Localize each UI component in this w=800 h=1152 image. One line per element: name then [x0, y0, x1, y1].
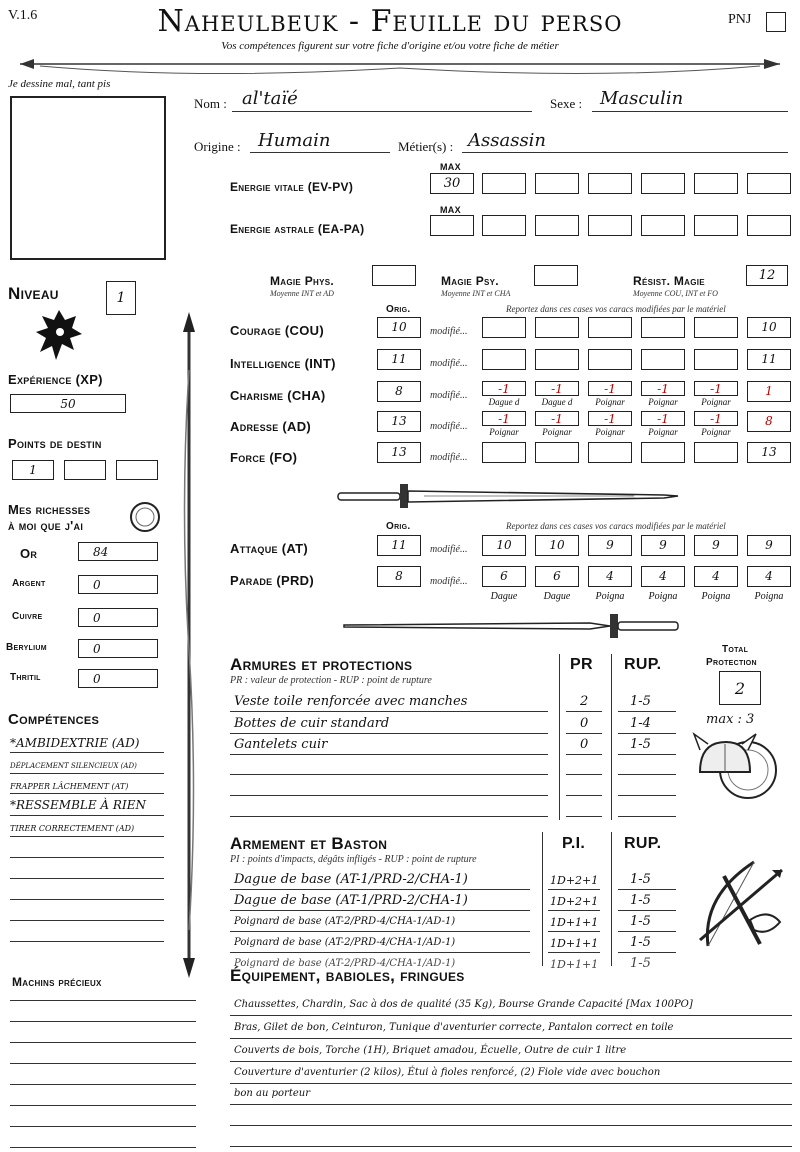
weapon-label: Poigna: [754, 591, 784, 602]
magie-psy-box[interactable]: [534, 265, 578, 286]
equipement-title: Équipement, babioles, fringues: [230, 966, 465, 985]
intelligence-mod-box[interactable]: [694, 349, 738, 370]
arme-name[interactable]: Poignard de base (AT-2/PRD-4/CHA-1/AD-1): [234, 937, 456, 948]
adresse-label: Adresse (AD): [230, 419, 312, 434]
competence-item: *AMBIDEXTRIE (AD): [10, 736, 140, 750]
sexe-value[interactable]: Masculin: [600, 88, 684, 109]
charisme-label: Charisme (CHA): [230, 388, 326, 403]
magie-phys-sub: Moyenne INT et AD: [270, 289, 334, 298]
intelligence-final-box[interactable]: 11: [747, 349, 791, 370]
total-protection-box[interactable]: 2: [719, 671, 761, 705]
armure-name[interactable]: Bottes de cuir standard: [234, 716, 390, 731]
adresse-sub: Poignar: [701, 427, 731, 437]
charisme-final-box[interactable]: 1: [747, 381, 791, 402]
ev-box[interactable]: [535, 173, 579, 194]
adresse-mod-box[interactable]: -1: [641, 411, 685, 426]
arme-name[interactable]: Dague de base (AT-1/PRD-2/CHA-1): [234, 893, 468, 908]
courage-orig-box[interactable]: 10: [377, 317, 421, 338]
force-mod-box[interactable]: [535, 442, 579, 463]
armure-rup[interactable]: 1-5: [630, 694, 651, 709]
armement-title: Armement et Baston: [230, 834, 388, 853]
equipement-line[interactable]: Chaussettes, Chardin, Sac à dos de qualité (35 Kg), Bourse Grande Capacité [Max 100PO]: [234, 999, 693, 1010]
ev-box[interactable]: [588, 173, 632, 194]
force-mod-box[interactable]: [694, 442, 738, 463]
equipement-line[interactable]: bon au porteur: [234, 1088, 310, 1099]
intelligence-orig-box[interactable]: 11: [377, 349, 421, 370]
niveau-box[interactable]: 1: [106, 281, 136, 315]
force-final-box[interactable]: 13: [747, 442, 791, 463]
courage-mod-box[interactable]: [482, 317, 526, 338]
adresse-mod-box[interactable]: -1: [588, 411, 632, 426]
coin-icon: [128, 500, 162, 534]
attaque-orig-box[interactable]: 11: [377, 535, 421, 556]
armures-title: Armures et protections: [230, 655, 413, 674]
intelligence-label: Intelligence (INT): [230, 356, 336, 371]
ea-box[interactable]: [535, 215, 579, 236]
charisme-mod-box[interactable]: -1: [641, 381, 685, 396]
parade-mod-box[interactable]: 4: [588, 566, 632, 587]
attaque-mod-box[interactable]: 9: [747, 535, 791, 556]
adresse-mod-box[interactable]: -1: [535, 411, 579, 426]
portrait-caption: Je dessine mal, tant pis: [8, 78, 111, 90]
arme-pi[interactable]: 1D+2+1: [550, 895, 599, 908]
weapon-label: Poigna: [648, 591, 678, 602]
weapons-illustration: [694, 856, 792, 952]
vertical-spear-illustration: [176, 310, 202, 980]
charisme-sub: Poignar: [701, 397, 731, 407]
arme-rup[interactable]: 1-5: [630, 935, 651, 950]
nom-value[interactable]: al'taïé: [242, 88, 298, 109]
ea-max-box[interactable]: [430, 215, 474, 236]
argent-box[interactable]: 0: [78, 575, 158, 594]
armure-name[interactable]: Veste toile renforcée avec manches: [234, 694, 468, 709]
competences-label: Compétences: [8, 711, 100, 728]
resist-magie-box[interactable]: 12: [746, 265, 788, 286]
max-protection-text: max : 3: [706, 712, 755, 727]
or-label: Or: [20, 546, 38, 561]
page-subtitle: Vos compétences figurent sur votre fiche d'origine et/ou votre fiche de métier: [221, 40, 559, 52]
parade-mod-box[interactable]: 4: [747, 566, 791, 587]
weapon-label: Dague: [543, 591, 571, 602]
cuivre-box[interactable]: 0: [78, 608, 158, 627]
magie-psy-sub: Moyenne INT et CHA: [441, 289, 511, 298]
arme-rup[interactable]: 1-5: [630, 893, 651, 908]
charisme-orig-box[interactable]: 8: [377, 381, 421, 402]
intelligence-mod-box[interactable]: [641, 349, 685, 370]
report-note: Reportez dans ces cases vos caracs modifiées par le matériel: [506, 304, 726, 314]
weapon-label: Poigna: [701, 591, 731, 602]
helmet-shield-illustration: [692, 728, 782, 812]
force-mod-box[interactable]: [588, 442, 632, 463]
ev-box[interactable]: [482, 173, 526, 194]
arme-pi[interactable]: 1D+1+1: [550, 937, 599, 950]
total-protection-label-2: Protection: [706, 657, 757, 668]
force-label: Force (FO): [230, 450, 298, 465]
armement-rup-header: RUP.: [624, 835, 662, 852]
pnj-checkbox[interactable]: [766, 12, 786, 32]
courage-mod-box[interactable]: [588, 317, 632, 338]
adresse-final-box[interactable]: 8: [747, 411, 791, 432]
ea-box[interactable]: [641, 215, 685, 236]
metier-label: Métier(s) :: [398, 139, 454, 154]
parade-mod-box[interactable]: 4: [641, 566, 685, 587]
ea-label: Energie astrale (EA-PA): [230, 222, 365, 236]
weapon-label: Poigna: [595, 591, 625, 602]
arme-rup[interactable]: 1-5: [630, 914, 651, 929]
modifie-label: modifié...: [430, 576, 468, 587]
destin-label: Points de destin: [8, 436, 102, 451]
ea-max-label: MAX: [440, 205, 461, 215]
force-orig-box[interactable]: 13: [377, 442, 421, 463]
adresse-sub: Poignar: [595, 427, 625, 437]
charisme-sub: Poignar: [648, 397, 678, 407]
ev-max-label: MAX: [440, 162, 461, 172]
adresse-mod-box[interactable]: -1: [482, 411, 526, 426]
courage-mod-box[interactable]: [535, 317, 579, 338]
competence-item: TIRER CORRECTEMENT (AD): [10, 824, 135, 833]
charisme-sub: Dague d: [488, 397, 520, 407]
orig-label: Orig.: [386, 304, 411, 315]
charisme-mod-box[interactable]: -1: [694, 381, 738, 396]
arme-name[interactable]: Poignard de base (AT-2/PRD-4/CHA-1/AD-1): [234, 916, 456, 927]
berylium-label: Berylium: [6, 642, 47, 653]
modifie-label: modifié...: [430, 544, 468, 555]
or-box[interactable]: 84: [78, 542, 158, 561]
modifie-label: modifié...: [430, 358, 468, 369]
thritil-label: Thritil: [10, 672, 41, 683]
attaque-mod-box[interactable]: 10: [482, 535, 526, 556]
experience-box[interactable]: 50: [10, 394, 126, 413]
armement-subtitle: PI : points d'impacts, dégâts infligés - RUP : point de rupture: [230, 854, 477, 865]
competence-item: DÉPLACEMENT SILENCIEUX (AD): [10, 762, 137, 770]
dragon-illustration: [34, 306, 84, 364]
origine-value[interactable]: Humain: [258, 130, 331, 151]
charisme-sub: Dague d: [541, 397, 573, 407]
magie-phys-box[interactable]: [372, 265, 416, 286]
origine-label: Origine :: [194, 139, 241, 154]
modifie-label: modifié...: [430, 421, 468, 432]
attaque-mod-box[interactable]: 9: [641, 535, 685, 556]
decorative-spear-divider: [0, 54, 800, 78]
equipement-line[interactable]: Bras, Gilet de bon, Ceinturon, Tunique d'aventurier correcte, Pantalon correct en toile: [234, 1022, 674, 1033]
portrait-box[interactable]: [10, 96, 166, 260]
ev-box[interactable]: [694, 173, 738, 194]
niveau-label: Niveau: [8, 284, 59, 303]
ev-box[interactable]: [641, 173, 685, 194]
ea-box[interactable]: [747, 215, 791, 236]
adresse-sub: Poignar: [489, 427, 519, 437]
metier-value[interactable]: Assassin: [468, 130, 547, 151]
adresse-sub: Poignar: [542, 427, 572, 437]
thritil-box[interactable]: 0: [78, 669, 158, 688]
force-mod-box[interactable]: [482, 442, 526, 463]
modifie-label: modifié...: [430, 326, 468, 337]
charisme-mod-box[interactable]: -1: [482, 381, 526, 396]
weapon-label: Dague: [490, 591, 518, 602]
attaque-label: Attaque (AT): [230, 541, 308, 556]
nom-label: Nom :: [194, 96, 227, 111]
pr-header: PR: [570, 656, 593, 673]
attaque-mod-box[interactable]: 9: [694, 535, 738, 556]
richesses-label-2: à moi que j'ai: [8, 518, 84, 533]
destin-box-1[interactable]: 1: [12, 460, 54, 480]
equipement-line[interactable]: Couverts de bois, Torche (1H), Briquet amadou, Écuelle, Outre de cuir 1 litre: [234, 1045, 627, 1056]
resist-magie-sub: Moyenne COU, INT et FO: [633, 289, 718, 298]
adresse-sub: Poignar: [648, 427, 678, 437]
charisme-mod-box[interactable]: -1: [588, 381, 632, 396]
arme-name[interactable]: Poignard de base (AT-2/PRD-4/CHA-1/AD-1): [234, 958, 456, 969]
arme-rup[interactable]: 1-5: [630, 956, 651, 971]
courage-final-box[interactable]: 10: [747, 317, 791, 338]
modifie-label: modifié...: [430, 452, 468, 463]
combat-report-note: Reportez dans ces cases vos caracs modifiées par le matériel: [506, 521, 726, 531]
sword-illustration: [334, 478, 684, 514]
armures-subtitle: PR : valeur de protection - RUP : point de rupture: [230, 675, 432, 686]
rup-header: RUP.: [624, 656, 662, 673]
arme-name[interactable]: Dague de base (AT-1/PRD-2/CHA-1): [234, 872, 468, 887]
destin-box-3[interactable]: [116, 460, 158, 480]
adresse-orig-box[interactable]: 13: [377, 411, 421, 432]
ev-max-box[interactable]: 30: [430, 173, 474, 194]
parade-orig-box[interactable]: 8: [377, 566, 421, 587]
argent-label: Argent: [12, 578, 46, 589]
pnj-label: PNJ: [728, 12, 752, 27]
courage-mod-box[interactable]: [694, 317, 738, 338]
cuivre-label: Cuivre: [12, 611, 43, 622]
resist-magie-label: Résist. Magie: [633, 274, 705, 288]
competence-item: *RESSEMBLE À RIEN: [10, 798, 146, 812]
modifie-label: modifié...: [430, 390, 468, 401]
magie-phys-label: Magie Phys.: [270, 274, 334, 288]
destin-box-2[interactable]: [64, 460, 106, 480]
force-mod-box[interactable]: [641, 442, 685, 463]
pi-header: P.I.: [562, 835, 586, 852]
intelligence-mod-box[interactable]: [482, 349, 526, 370]
courage-mod-box[interactable]: [641, 317, 685, 338]
intelligence-mod-box[interactable]: [535, 349, 579, 370]
ea-box[interactable]: [482, 215, 526, 236]
machins-label: Machins précieux: [12, 975, 102, 989]
magie-psy-label: Magie Psy.: [441, 274, 499, 288]
ea-box[interactable]: [694, 215, 738, 236]
parade-mod-box[interactable]: 6: [535, 566, 579, 587]
ev-box[interactable]: [747, 173, 791, 194]
sword-illustration: [340, 610, 684, 642]
parade-label: Parade (PRD): [230, 573, 314, 588]
arme-rup[interactable]: 1-5: [630, 872, 651, 887]
parade-mod-box[interactable]: 6: [482, 566, 526, 587]
arme-pi[interactable]: 1D+1+1: [550, 958, 599, 971]
armure-rup[interactable]: 1-4: [630, 716, 651, 731]
parade-mod-box[interactable]: 4: [694, 566, 738, 587]
competence-item: FRAPPER LÂCHEMENT (AT): [10, 782, 129, 791]
berylium-box[interactable]: 0: [78, 639, 158, 658]
sexe-label: Sexe :: [550, 96, 583, 111]
armure-pr[interactable]: 0: [580, 716, 589, 731]
ev-label: Energie vitale (EV-PV): [230, 180, 354, 194]
richesses-label-1: Mes richesses: [8, 502, 91, 517]
armure-pr[interactable]: 2: [580, 694, 589, 709]
attaque-mod-box[interactable]: 9: [588, 535, 632, 556]
charisme-sub: Poignar: [595, 397, 625, 407]
armure-pr[interactable]: 0: [580, 737, 589, 752]
armure-rup[interactable]: 1-5: [630, 737, 651, 752]
arme-pi[interactable]: 1D+2+1: [550, 874, 599, 887]
arme-pi[interactable]: 1D+1+1: [550, 916, 599, 929]
equipement-line[interactable]: Couverture d'aventurier (2 kilos), Étui à fioles renforcé, (2) Fiole vide avec bouchon: [234, 1067, 661, 1078]
ea-box[interactable]: [588, 215, 632, 236]
courage-label: Courage (COU): [230, 323, 324, 338]
page-title: Naheulbeuk - Feuille du perso: [157, 4, 623, 39]
total-protection-label-1: Total: [722, 644, 749, 655]
adresse-mod-box[interactable]: -1: [694, 411, 738, 426]
version-label: V.1.6: [8, 8, 38, 23]
experience-label: Expérience (XP): [8, 372, 103, 387]
intelligence-mod-box[interactable]: [588, 349, 632, 370]
attaque-mod-box[interactable]: 10: [535, 535, 579, 556]
charisme-mod-box[interactable]: -1: [535, 381, 579, 396]
combat-orig-label: Orig.: [386, 521, 411, 532]
armure-name[interactable]: Gantelets cuir: [234, 737, 328, 752]
